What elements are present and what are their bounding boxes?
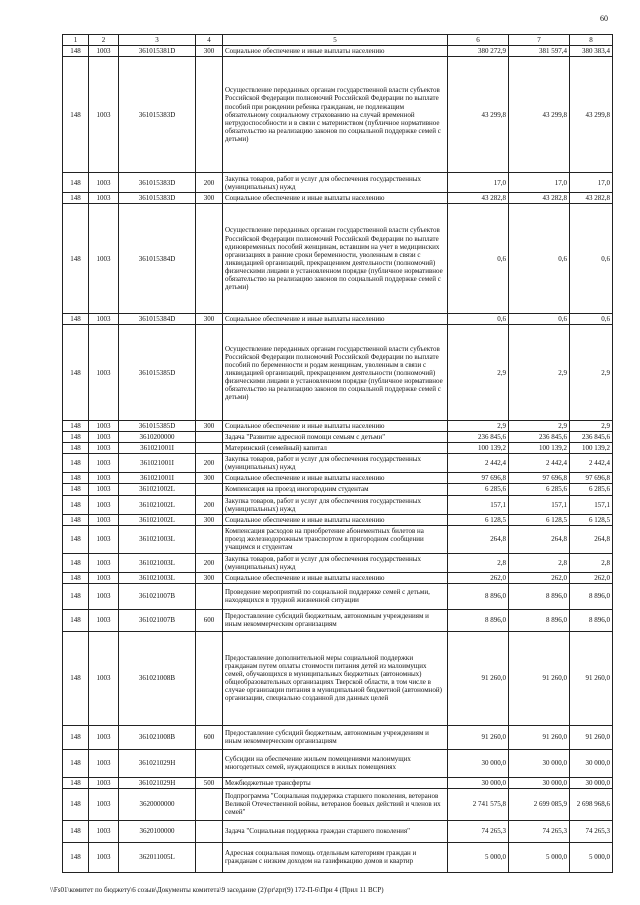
cell-section: 1003 bbox=[89, 525, 119, 553]
cell-target-article: 361015384D bbox=[119, 314, 196, 325]
cell-amount-year2: 264,8 bbox=[509, 525, 570, 553]
cell-code-1: 148 bbox=[63, 525, 89, 553]
table-row bbox=[63, 204, 613, 314]
cell-code-1: 148 bbox=[63, 749, 89, 777]
cell-target-article: 361015385D bbox=[119, 421, 196, 432]
cell-description: Социальное обеспечение и иные выплаты населению bbox=[223, 314, 448, 325]
cell-amount-year1: 30 000,0 bbox=[448, 777, 509, 788]
cell-description: Межбюджетные трансферты bbox=[223, 777, 448, 788]
cell-target-article: 361015384D bbox=[119, 204, 196, 314]
cell-section: 1003 bbox=[89, 820, 119, 842]
cell-amount-year3: 262,0 bbox=[570, 572, 613, 583]
cell-amount-year3: 100 139,2 bbox=[570, 443, 613, 454]
cell-amount-year1: 8 896,0 bbox=[448, 583, 509, 609]
cell-amount-year3: 17,0 bbox=[570, 173, 613, 193]
cell-code-1: 148 bbox=[63, 514, 89, 525]
cell-expense-type: 300 bbox=[196, 314, 223, 325]
cell-amount-year3: 2,8 bbox=[570, 553, 613, 572]
cell-expense-type: 500 bbox=[196, 777, 223, 788]
cell-expense-type: 200 bbox=[196, 454, 223, 473]
cell-description: Предоставление субсидий бюджетным, автономным учреждениям и иным некоммерческим организациям bbox=[223, 609, 448, 631]
cell-section: 1003 bbox=[89, 432, 119, 443]
budget-table bbox=[62, 34, 613, 873]
cell-target-article: 362011005L bbox=[119, 842, 196, 872]
cell-amount-year2: 2,9 bbox=[509, 421, 570, 432]
cell-amount-year2: 17,0 bbox=[509, 173, 570, 193]
cell-description: Социальное обеспечение и иные выплаты населению bbox=[223, 421, 448, 432]
cell-amount-year3: 91 260,0 bbox=[570, 725, 613, 749]
cell-target-article: 361015383D bbox=[119, 57, 196, 173]
cell-target-article: 361021001I bbox=[119, 473, 196, 484]
column-header: 7 bbox=[509, 35, 570, 46]
cell-section: 1003 bbox=[89, 314, 119, 325]
cell-amount-year3: 8 896,0 bbox=[570, 609, 613, 631]
cell-amount-year1: 91 260,0 bbox=[448, 631, 509, 725]
cell-expense-type: 200 bbox=[196, 495, 223, 514]
cell-description: Задача "Социальная поддержка граждан старшего поколения" bbox=[223, 820, 448, 842]
cell-target-article: 361021001I bbox=[119, 454, 196, 473]
page-number: 60 bbox=[600, 14, 608, 23]
cell-section: 1003 bbox=[89, 473, 119, 484]
cell-section: 1003 bbox=[89, 193, 119, 204]
cell-amount-year3: 380 383,4 bbox=[570, 46, 613, 57]
cell-section: 1003 bbox=[89, 749, 119, 777]
cell-section: 1003 bbox=[89, 583, 119, 609]
table-row bbox=[63, 749, 613, 777]
cell-target-article: 361015385D bbox=[119, 325, 196, 421]
table-row bbox=[63, 525, 613, 553]
cell-amount-year1: 2,8 bbox=[448, 553, 509, 572]
cell-expense-type: 300 bbox=[196, 193, 223, 204]
cell-target-article: 361021002L bbox=[119, 484, 196, 495]
cell-amount-year1: 100 139,2 bbox=[448, 443, 509, 454]
cell-amount-year1: 236 845,6 bbox=[448, 432, 509, 443]
cell-amount-year3: 6 285,6 bbox=[570, 484, 613, 495]
cell-amount-year2: 8 896,0 bbox=[509, 609, 570, 631]
table-row bbox=[63, 473, 613, 484]
cell-amount-year2: 91 260,0 bbox=[509, 631, 570, 725]
table-row bbox=[63, 432, 613, 443]
cell-target-article: 361015383D bbox=[119, 173, 196, 193]
cell-description: Предоставление дополнительной меры социальной поддержки гражданам путем оплаты стоимости питания детей из малоимущих семей, обучающихся в муниципальных бюджетных (автономных) общеобразовательных организациях Тверской области, в том числе в случае организации питания в муниципальной бюджетной (автономной) организации, специально созданной для данных целей bbox=[223, 631, 448, 725]
column-header: 2 bbox=[89, 35, 119, 46]
cell-code-1: 148 bbox=[63, 788, 89, 820]
cell-description: Проведение мероприятий по социальной поддержке семей с детьми, находящихся в трудной жизненной ситуации bbox=[223, 583, 448, 609]
cell-amount-year3: 6 128,5 bbox=[570, 514, 613, 525]
cell-expense-type bbox=[196, 788, 223, 820]
cell-section: 1003 bbox=[89, 609, 119, 631]
cell-amount-year1: 2 442,4 bbox=[448, 454, 509, 473]
cell-amount-year3: 0,6 bbox=[570, 314, 613, 325]
cell-target-article: 361021008B bbox=[119, 725, 196, 749]
cell-amount-year2: 43 282,8 bbox=[509, 193, 570, 204]
cell-amount-year3: 2,9 bbox=[570, 325, 613, 421]
cell-description: Компенсация расходов на приобретение абонементных билетов на проезд железнодорожным транспортом в пригородном сообщении учащимся и студентам bbox=[223, 525, 448, 553]
cell-amount-year1: 2 741 575,8 bbox=[448, 788, 509, 820]
cell-description: Осуществление переданных органам государственной власти субъектов Российской Федерации полномочий Российской Федерации по выплате пособий по беременности и родам женщинам, уволенным в связи с ликвидацией организаций, прекращением деятельности (полномочий) физическими лицами в установленном порядке (публичное нормативное обязательство на реализацию законов по социальной поддержке семей с детьми) bbox=[223, 325, 448, 421]
cell-amount-year1: 2,9 bbox=[448, 325, 509, 421]
column-header: 4 bbox=[196, 35, 223, 46]
cell-expense-type bbox=[196, 57, 223, 173]
cell-amount-year2: 2 699 085,9 bbox=[509, 788, 570, 820]
cell-description: Компенсация на проезд иногородним студентам bbox=[223, 484, 448, 495]
table-row bbox=[63, 484, 613, 495]
table-row bbox=[63, 553, 613, 572]
cell-amount-year1: 262,0 bbox=[448, 572, 509, 583]
cell-expense-type bbox=[196, 325, 223, 421]
cell-description: Подпрограмма "Социальная поддержка старшего поколения, ветеранов Великой Отечественной войны, ветеранов боевых действий и членов их семей" bbox=[223, 788, 448, 820]
cell-expense-type: 600 bbox=[196, 609, 223, 631]
cell-section: 1003 bbox=[89, 725, 119, 749]
cell-target-article: 361021007B bbox=[119, 583, 196, 609]
cell-code-1: 148 bbox=[63, 583, 89, 609]
cell-amount-year1: 157,1 bbox=[448, 495, 509, 514]
cell-amount-year2: 43 299,8 bbox=[509, 57, 570, 173]
table-row bbox=[63, 193, 613, 204]
cell-amount-year1: 30 000,0 bbox=[448, 749, 509, 777]
table-row bbox=[63, 842, 613, 872]
column-header: 5 bbox=[223, 35, 448, 46]
cell-code-1: 148 bbox=[63, 57, 89, 173]
cell-amount-year1: 6 128,5 bbox=[448, 514, 509, 525]
cell-amount-year1: 91 260,0 bbox=[448, 725, 509, 749]
cell-target-article: 361015383D bbox=[119, 193, 196, 204]
cell-amount-year2: 100 139,2 bbox=[509, 443, 570, 454]
cell-description: Материнский (семейный) капитал bbox=[223, 443, 448, 454]
cell-amount-year2: 8 896,0 bbox=[509, 583, 570, 609]
table-row bbox=[63, 443, 613, 454]
cell-target-article: 361021029H bbox=[119, 749, 196, 777]
cell-amount-year1: 43 282,8 bbox=[448, 193, 509, 204]
cell-expense-type: 300 bbox=[196, 572, 223, 583]
cell-amount-year1: 0,6 bbox=[448, 314, 509, 325]
cell-amount-year1: 17,0 bbox=[448, 173, 509, 193]
cell-expense-type bbox=[196, 842, 223, 872]
cell-amount-year2: 74 265,3 bbox=[509, 820, 570, 842]
cell-code-1: 148 bbox=[63, 454, 89, 473]
cell-amount-year3: 2 442,4 bbox=[570, 454, 613, 473]
cell-amount-year3: 236 845,6 bbox=[570, 432, 613, 443]
table-row bbox=[63, 788, 613, 820]
cell-expense-type: 200 bbox=[196, 553, 223, 572]
cell-amount-year2: 262,0 bbox=[509, 572, 570, 583]
cell-amount-year3: 2,9 bbox=[570, 421, 613, 432]
cell-description: Закупка товаров, работ и услуг для обеспечения государственных (муниципальных) нужд bbox=[223, 553, 448, 572]
cell-section: 1003 bbox=[89, 788, 119, 820]
cell-description: Закупка товаров, работ и услуг для обеспечения государственных (муниципальных) нужд bbox=[223, 495, 448, 514]
table-row bbox=[63, 514, 613, 525]
cell-amount-year2: 2,9 bbox=[509, 325, 570, 421]
cell-expense-type: 200 bbox=[196, 173, 223, 193]
table-row bbox=[63, 777, 613, 788]
cell-code-1: 148 bbox=[63, 631, 89, 725]
cell-amount-year3: 30 000,0 bbox=[570, 777, 613, 788]
cell-description: Закупка товаров, работ и услуг для обеспечения государственных (муниципальных) нужд bbox=[223, 454, 448, 473]
column-header: 3 bbox=[119, 35, 196, 46]
cell-expense-type bbox=[196, 820, 223, 842]
cell-expense-type: 600 bbox=[196, 725, 223, 749]
cell-amount-year3: 74 265,3 bbox=[570, 820, 613, 842]
cell-section: 1003 bbox=[89, 173, 119, 193]
cell-expense-type bbox=[196, 583, 223, 609]
cell-code-1: 148 bbox=[63, 421, 89, 432]
cell-amount-year3: 264,8 bbox=[570, 525, 613, 553]
cell-amount-year3: 43 299,8 bbox=[570, 57, 613, 173]
cell-target-article: 361021003L bbox=[119, 525, 196, 553]
cell-section: 1003 bbox=[89, 842, 119, 872]
header-row bbox=[63, 35, 613, 46]
cell-expense-type bbox=[196, 484, 223, 495]
cell-amount-year1: 43 299,8 bbox=[448, 57, 509, 173]
cell-expense-type: 300 bbox=[196, 473, 223, 484]
cell-amount-year3: 8 896,0 bbox=[570, 583, 613, 609]
cell-code-1: 148 bbox=[63, 204, 89, 314]
cell-expense-type: 300 bbox=[196, 46, 223, 57]
cell-target-article: 361021002L bbox=[119, 514, 196, 525]
cell-code-1: 148 bbox=[63, 325, 89, 421]
cell-target-article: 361021002L bbox=[119, 495, 196, 514]
cell-amount-year1: 0,6 bbox=[448, 204, 509, 314]
table-row bbox=[63, 325, 613, 421]
cell-amount-year2: 0,6 bbox=[509, 204, 570, 314]
cell-description: Осуществление переданных органам государственной власти субъектов Российской Федерации полномочий Российской Федерации по выплате единовременных пособий женщинам, вставшим на учет в медицинских организациях в ранние сроки беременности, уволенным в связи с ликвидацией организаций, прекращением деятельности (полномочий) физическими лицами в установленном порядке (публичное нормативное обязательство на реализацию законов по социальной поддержке семей с детьми) bbox=[223, 204, 448, 314]
cell-code-1: 148 bbox=[63, 572, 89, 583]
cell-amount-year1: 5 000,0 bbox=[448, 842, 509, 872]
cell-amount-year1: 74 265,3 bbox=[448, 820, 509, 842]
cell-amount-year1: 2,9 bbox=[448, 421, 509, 432]
cell-description: Социальное обеспечение и иные выплаты населению bbox=[223, 473, 448, 484]
table-row bbox=[63, 820, 613, 842]
cell-target-article: 361021001I bbox=[119, 443, 196, 454]
cell-amount-year3: 30 000,0 bbox=[570, 749, 613, 777]
cell-description: Социальное обеспечение и иные выплаты населению bbox=[223, 572, 448, 583]
cell-amount-year2: 157,1 bbox=[509, 495, 570, 514]
cell-section: 1003 bbox=[89, 204, 119, 314]
cell-description: Осуществление переданных органам государственной власти субъектов Российской Федерации полномочий Российской Федерации по выплате пособий при рождении ребенка гражданам, не подлежащим обязательному социальному страхованию на случай временной нетрудоспособности и в связи с материнством (публичное нормативное обязательство на реализацию законов по социальной поддержке семей с детьми) bbox=[223, 57, 448, 173]
cell-expense-type bbox=[196, 749, 223, 777]
cell-amount-year2: 5 000,0 bbox=[509, 842, 570, 872]
cell-amount-year2: 0,6 bbox=[509, 314, 570, 325]
cell-description: Субсидии на обеспечение жильем помещениями малоимущих многодетных семей, нуждающихся в жилых помещениях bbox=[223, 749, 448, 777]
cell-amount-year2: 30 000,0 bbox=[509, 749, 570, 777]
cell-target-article: 361021029H bbox=[119, 777, 196, 788]
cell-section: 1003 bbox=[89, 454, 119, 473]
cell-code-1: 148 bbox=[63, 820, 89, 842]
cell-amount-year3: 5 000,0 bbox=[570, 842, 613, 872]
cell-section: 1003 bbox=[89, 631, 119, 725]
file-path-footer: \\Fs01\комитет по бюджету\6 созыв\Документы комитета\9 заседание (2)\pr\zpr(9) 172-П-6\При 4 (Прил 11 ВСР) bbox=[50, 886, 384, 894]
cell-target-article: 361021008B bbox=[119, 631, 196, 725]
cell-description: Закупка товаров, работ и услуг для обеспечения государственных (муниципальных) нужд bbox=[223, 173, 448, 193]
table-row bbox=[63, 725, 613, 749]
cell-amount-year1: 380 272,9 bbox=[448, 46, 509, 57]
column-header: 8 bbox=[570, 35, 613, 46]
cell-code-1: 148 bbox=[63, 46, 89, 57]
cell-amount-year1: 97 696,8 bbox=[448, 473, 509, 484]
cell-amount-year3: 2 698 968,6 bbox=[570, 788, 613, 820]
cell-amount-year1: 8 896,0 bbox=[448, 609, 509, 631]
cell-amount-year1: 264,8 bbox=[448, 525, 509, 553]
cell-target-article: 361015381D bbox=[119, 46, 196, 57]
cell-description: Адресная социальная помощь отдельным категориям граждан и гражданам с низким доходом на газификацию домов и квартир bbox=[223, 842, 448, 872]
cell-amount-year3: 91 260,0 bbox=[570, 631, 613, 725]
cell-section: 1003 bbox=[89, 46, 119, 57]
cell-code-1: 148 bbox=[63, 484, 89, 495]
cell-amount-year1: 6 285,6 bbox=[448, 484, 509, 495]
cell-code-1: 148 bbox=[63, 495, 89, 514]
cell-code-1: 148 bbox=[63, 842, 89, 872]
table-row bbox=[63, 631, 613, 725]
cell-amount-year3: 157,1 bbox=[570, 495, 613, 514]
table-row bbox=[63, 495, 613, 514]
cell-expense-type: 300 bbox=[196, 514, 223, 525]
table-row bbox=[63, 572, 613, 583]
table-row bbox=[63, 454, 613, 473]
column-header: 6 bbox=[448, 35, 509, 46]
cell-amount-year2: 381 597,4 bbox=[509, 46, 570, 57]
table-row bbox=[63, 314, 613, 325]
cell-code-1: 148 bbox=[63, 193, 89, 204]
table-row bbox=[63, 173, 613, 193]
table-row bbox=[63, 583, 613, 609]
cell-description: Социальное обеспечение и иные выплаты населению bbox=[223, 46, 448, 57]
cell-code-1: 148 bbox=[63, 314, 89, 325]
cell-amount-year2: 97 696,8 bbox=[509, 473, 570, 484]
cell-expense-type: 300 bbox=[196, 421, 223, 432]
table-row bbox=[63, 57, 613, 173]
cell-amount-year2: 236 845,6 bbox=[509, 432, 570, 443]
cell-description: Социальное обеспечение и иные выплаты населению bbox=[223, 514, 448, 525]
cell-section: 1003 bbox=[89, 421, 119, 432]
cell-description: Задача "Развитие адресной помощи семьям с детьми" bbox=[223, 432, 448, 443]
cell-amount-year2: 6 285,6 bbox=[509, 484, 570, 495]
cell-code-1: 148 bbox=[63, 473, 89, 484]
cell-amount-year2: 2 442,4 bbox=[509, 454, 570, 473]
table-row bbox=[63, 46, 613, 57]
cell-code-1: 148 bbox=[63, 609, 89, 631]
cell-target-article: 3610200000 bbox=[119, 432, 196, 443]
cell-code-1: 148 bbox=[63, 443, 89, 454]
cell-section: 1003 bbox=[89, 777, 119, 788]
cell-target-article: 361021007B bbox=[119, 609, 196, 631]
cell-amount-year2: 30 000,0 bbox=[509, 777, 570, 788]
cell-section: 1003 bbox=[89, 325, 119, 421]
cell-target-article: 3620100000 bbox=[119, 820, 196, 842]
cell-section: 1003 bbox=[89, 553, 119, 572]
cell-expense-type bbox=[196, 631, 223, 725]
cell-section: 1003 bbox=[89, 572, 119, 583]
cell-section: 1003 bbox=[89, 443, 119, 454]
cell-amount-year3: 43 282,8 bbox=[570, 193, 613, 204]
cell-target-article: 361021003L bbox=[119, 553, 196, 572]
cell-amount-year2: 6 128,5 bbox=[509, 514, 570, 525]
cell-target-article: 3620000000 bbox=[119, 788, 196, 820]
cell-amount-year2: 91 260,0 bbox=[509, 725, 570, 749]
column-header: 1 bbox=[63, 35, 89, 46]
cell-amount-year3: 0,6 bbox=[570, 204, 613, 314]
cell-target-article: 361021003L bbox=[119, 572, 196, 583]
cell-section: 1003 bbox=[89, 495, 119, 514]
cell-code-1: 148 bbox=[63, 725, 89, 749]
cell-amount-year2: 2,8 bbox=[509, 553, 570, 572]
table-row bbox=[63, 421, 613, 432]
cell-expense-type bbox=[196, 204, 223, 314]
cell-section: 1003 bbox=[89, 514, 119, 525]
cell-code-1: 148 bbox=[63, 173, 89, 193]
cell-section: 1003 bbox=[89, 484, 119, 495]
cell-expense-type bbox=[196, 525, 223, 553]
cell-code-1: 148 bbox=[63, 553, 89, 572]
cell-description: Предоставление субсидий бюджетным, автономным учреждениям и иным некоммерческим организациям bbox=[223, 725, 448, 749]
cell-amount-year3: 97 696,8 bbox=[570, 473, 613, 484]
cell-code-1: 148 bbox=[63, 432, 89, 443]
table-row bbox=[63, 609, 613, 631]
cell-code-1: 148 bbox=[63, 777, 89, 788]
cell-expense-type bbox=[196, 432, 223, 443]
cell-description: Социальное обеспечение и иные выплаты населению bbox=[223, 193, 448, 204]
cell-expense-type bbox=[196, 443, 223, 454]
cell-section: 1003 bbox=[89, 57, 119, 173]
